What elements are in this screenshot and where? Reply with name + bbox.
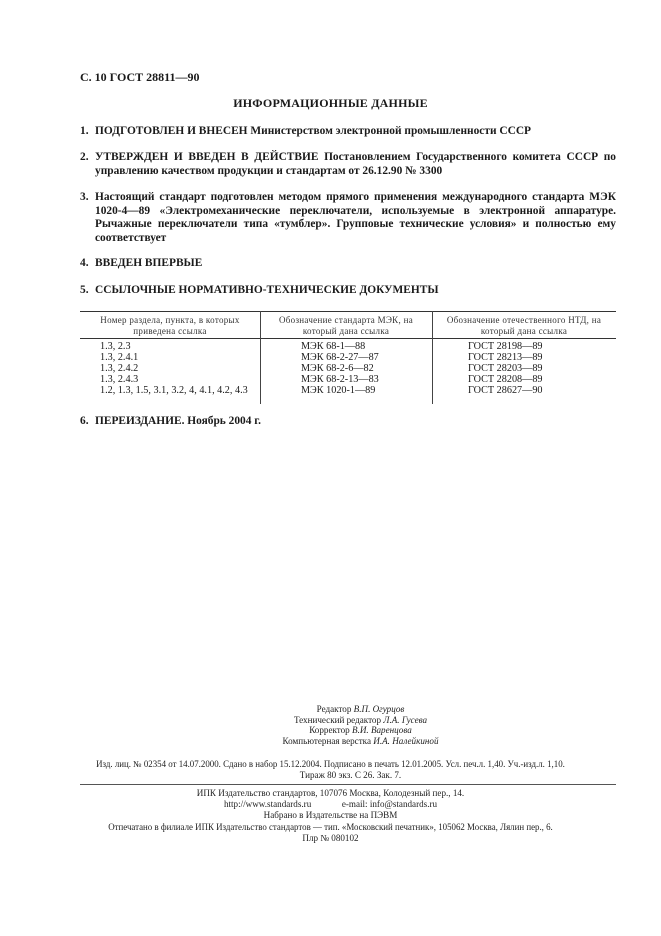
imprint-divider xyxy=(80,784,616,785)
table-top-rule xyxy=(80,311,616,312)
item-number: 3. xyxy=(80,191,89,203)
table-column-divider xyxy=(432,311,433,404)
credit-name: Л.А. Гусева xyxy=(383,714,428,725)
imprint-typeset: Набрано в Издательстве на ПЭВМ xyxy=(263,810,398,820)
table-header-cell: Номер раздела, пункта, в которых приведена ссылка xyxy=(100,315,240,336)
table-header-cell: Обозначение отечественного НТД, на который дана ссылка xyxy=(446,315,602,336)
credit-layout xyxy=(0,736,661,747)
imprint-plr: Плр № 080102 xyxy=(302,833,359,843)
imprint-license: Изд. лиц. № 02354 от 14.07.2000. Сдано в набор 15.12.2004. Подписано в печать 12.01.2005. Усл. печ.л. 1,40. Уч.-изд.л. 1,10. xyxy=(96,759,565,769)
table-header-rule xyxy=(80,338,616,339)
table-cell-iec: МЭК 1020-1—89 xyxy=(301,385,376,396)
item-heading: ПЕРЕИЗДАНИЕ. Ноябрь 2004 г. xyxy=(95,415,262,427)
item-text: Настоящий стандарт подготовлен методом прямого применения международного стандарта МЭК 1020-4—89 «Электромеханические переключатели, используемые в электронной аппаратуре. Рычажные переключатели типа «тумблер». Групповые технические условия» и полностью ему соответствует xyxy=(95,191,616,244)
table-cell-iec: МЭК 68-2-6—82 xyxy=(301,363,374,374)
page-header: С. 10 ГОСТ 28811—90 xyxy=(80,70,200,84)
item-number: 1. xyxy=(80,125,89,137)
item-number: 5. xyxy=(80,284,89,296)
table-column-divider xyxy=(260,311,261,404)
table-cell-gost: ГОСТ 28198—89 xyxy=(468,341,543,352)
credit-name: И.А. Налейкиной xyxy=(373,735,439,746)
info-item-3 xyxy=(80,191,616,245)
info-item-5 xyxy=(80,284,616,298)
table-cell-section: 1.3, 2.4.2 xyxy=(100,363,139,374)
item-number: 4. xyxy=(80,257,89,269)
imprint-printed: Отпечатано в филиале ИПК Издательство стандартов — тип. «Московский печатник», 105062 Москва, Лялин пер., 6. xyxy=(108,822,553,832)
item-heading: ПОДГОТОВЛЕН И ВНЕСЕН xyxy=(95,125,248,137)
table-cell-section: 1.2, 1.3, 1.5, 3.1, 3.2, 4, 4.1, 4.2, 4.3 xyxy=(100,385,248,396)
credit-label: Технический редактор xyxy=(293,714,382,725)
table-header-cell: Обозначение стандарта МЭК, на который дана ссылка xyxy=(278,315,414,336)
credit-label: Корректор xyxy=(309,725,350,735)
references-table xyxy=(80,311,616,407)
page-title: ИНФОРМАЦИОННЫЕ ДАННЫЕ xyxy=(233,96,428,110)
item-heading: ВВЕДЕН ВПЕРВЫЕ xyxy=(95,257,203,269)
imprint-print-run: Тираж 80 экз. С 26. Зак. 7. xyxy=(299,770,402,780)
table-cell-section: 1.3, 2.4.1 xyxy=(100,352,139,363)
item-heading: ССЫЛОЧНЫЕ НОРМАТИВНО-ТЕХНИЧЕСКИЕ ДОКУМЕНТЫ xyxy=(95,284,439,296)
imprint-publisher: ИПК Издательство стандартов, 107076 Москва, Колодезный пер., 14. xyxy=(196,788,465,798)
publisher-email-link[interactable]: e-mail: info@standards.ru xyxy=(341,799,438,809)
credit-editor xyxy=(0,704,661,715)
item-number: 6. xyxy=(80,415,89,427)
credit-name: В.П. Огурцов xyxy=(353,704,405,714)
credit-name: В.И. Варенцова xyxy=(352,725,412,735)
item-text: Постановлением Государственного комитета СССР по управлению качеством продукции и стандартам от 26.12.90 № 3300 xyxy=(95,151,616,177)
credit-label: Компьютерная верстка xyxy=(282,735,371,746)
table-cell-section: 1.3, 2.4.3 xyxy=(100,374,139,385)
table-cell-gost: ГОСТ 28208—89 xyxy=(468,374,543,385)
credit-tech-editor xyxy=(0,715,661,726)
table-cell-section: 1.3, 2.3 xyxy=(100,341,131,352)
table-cell-iec: МЭК 68-2-27—87 xyxy=(301,352,379,363)
info-item-1 xyxy=(80,125,616,139)
info-item-2 xyxy=(80,151,616,178)
table-cell-iec: МЭК 68-2-13—83 xyxy=(301,374,379,385)
credit-label: Редактор xyxy=(316,704,352,714)
table-cell-gost: ГОСТ 28213—89 xyxy=(468,352,543,363)
info-item-6 xyxy=(80,415,616,429)
credit-corrector xyxy=(0,725,661,736)
publisher-website-link[interactable]: http://www.standards.ru xyxy=(223,799,312,809)
imprint-credits xyxy=(0,704,661,746)
item-text: Министерством электронной промышленности СССР xyxy=(247,125,532,137)
item-heading: УТВЕРЖДЕН И ВВЕДЕН В ДЕЙСТВИЕ xyxy=(95,151,319,163)
item-number: 2. xyxy=(80,151,89,163)
table-cell-iec: МЭК 68-1—88 xyxy=(301,341,366,352)
imprint-contacts xyxy=(0,799,661,810)
table-cell-gost: ГОСТ 28203—89 xyxy=(468,363,543,374)
info-item-4 xyxy=(80,257,616,271)
table-cell-gost: ГОСТ 28627—90 xyxy=(468,385,543,396)
